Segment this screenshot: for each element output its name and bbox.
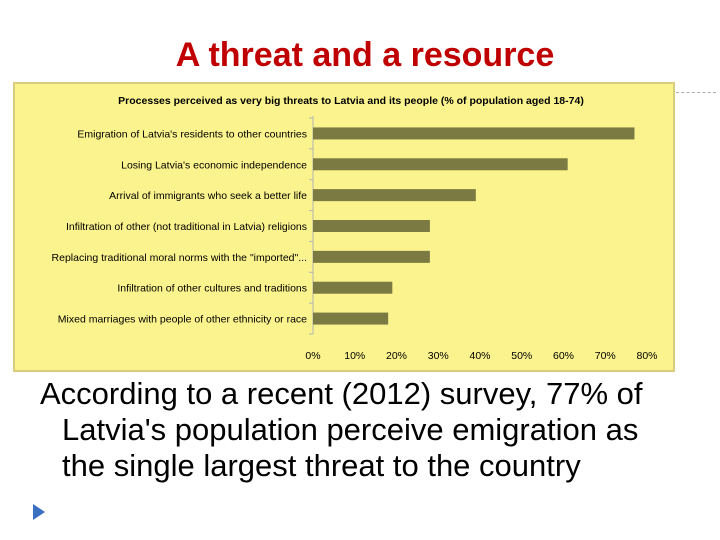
category-label: Emigration of Latvia's residents to other countries [77,128,307,141]
slide-title: A threat and a resource [175,36,555,74]
x-tick-label: 0% [305,350,321,362]
category-label: Infiltration of other (not traditional in Latvia) religions [65,221,307,233]
bar [313,313,388,325]
x-tick-label: 30% [427,350,449,362]
category-label: Replacing traditional moral norms with the "imported"... [51,251,307,264]
x-tick-label: 40% [469,350,491,362]
chart-svg [15,84,677,374]
bar [313,127,634,139]
category-label: Mixed marriages with people of other ethnicity or race [57,313,307,326]
category-label: Losing Latvia's economic independence [121,159,307,172]
threats-bar-chart [13,82,675,372]
body-text [40,376,690,484]
bar [313,251,430,263]
category-label: Infiltration of other cultures and traditions [117,282,307,295]
category-label: Arrival of immigrants who seek a better life [109,190,307,203]
x-tick-label: 70% [594,350,616,362]
survey-paragraph: According to a recent (2012) survey, 77% of Latvia's population perceive emigration as the single largest threat to the country [40,376,643,483]
x-tick-label: 50% [511,350,533,362]
x-tick-label: 80% [636,350,658,362]
x-tick-label: 60% [552,350,575,362]
triangle-bullet-icon [33,504,45,520]
chart-title: Processes perceived as very big threats to Latvia and its people (% of population aged 18-74) [118,95,584,107]
bar [313,220,430,232]
bar [313,282,392,294]
bar [313,189,476,201]
title-divider [676,92,716,93]
x-tick-label: 20% [385,350,408,362]
bar [313,158,568,170]
x-tick-label: 10% [344,350,366,362]
